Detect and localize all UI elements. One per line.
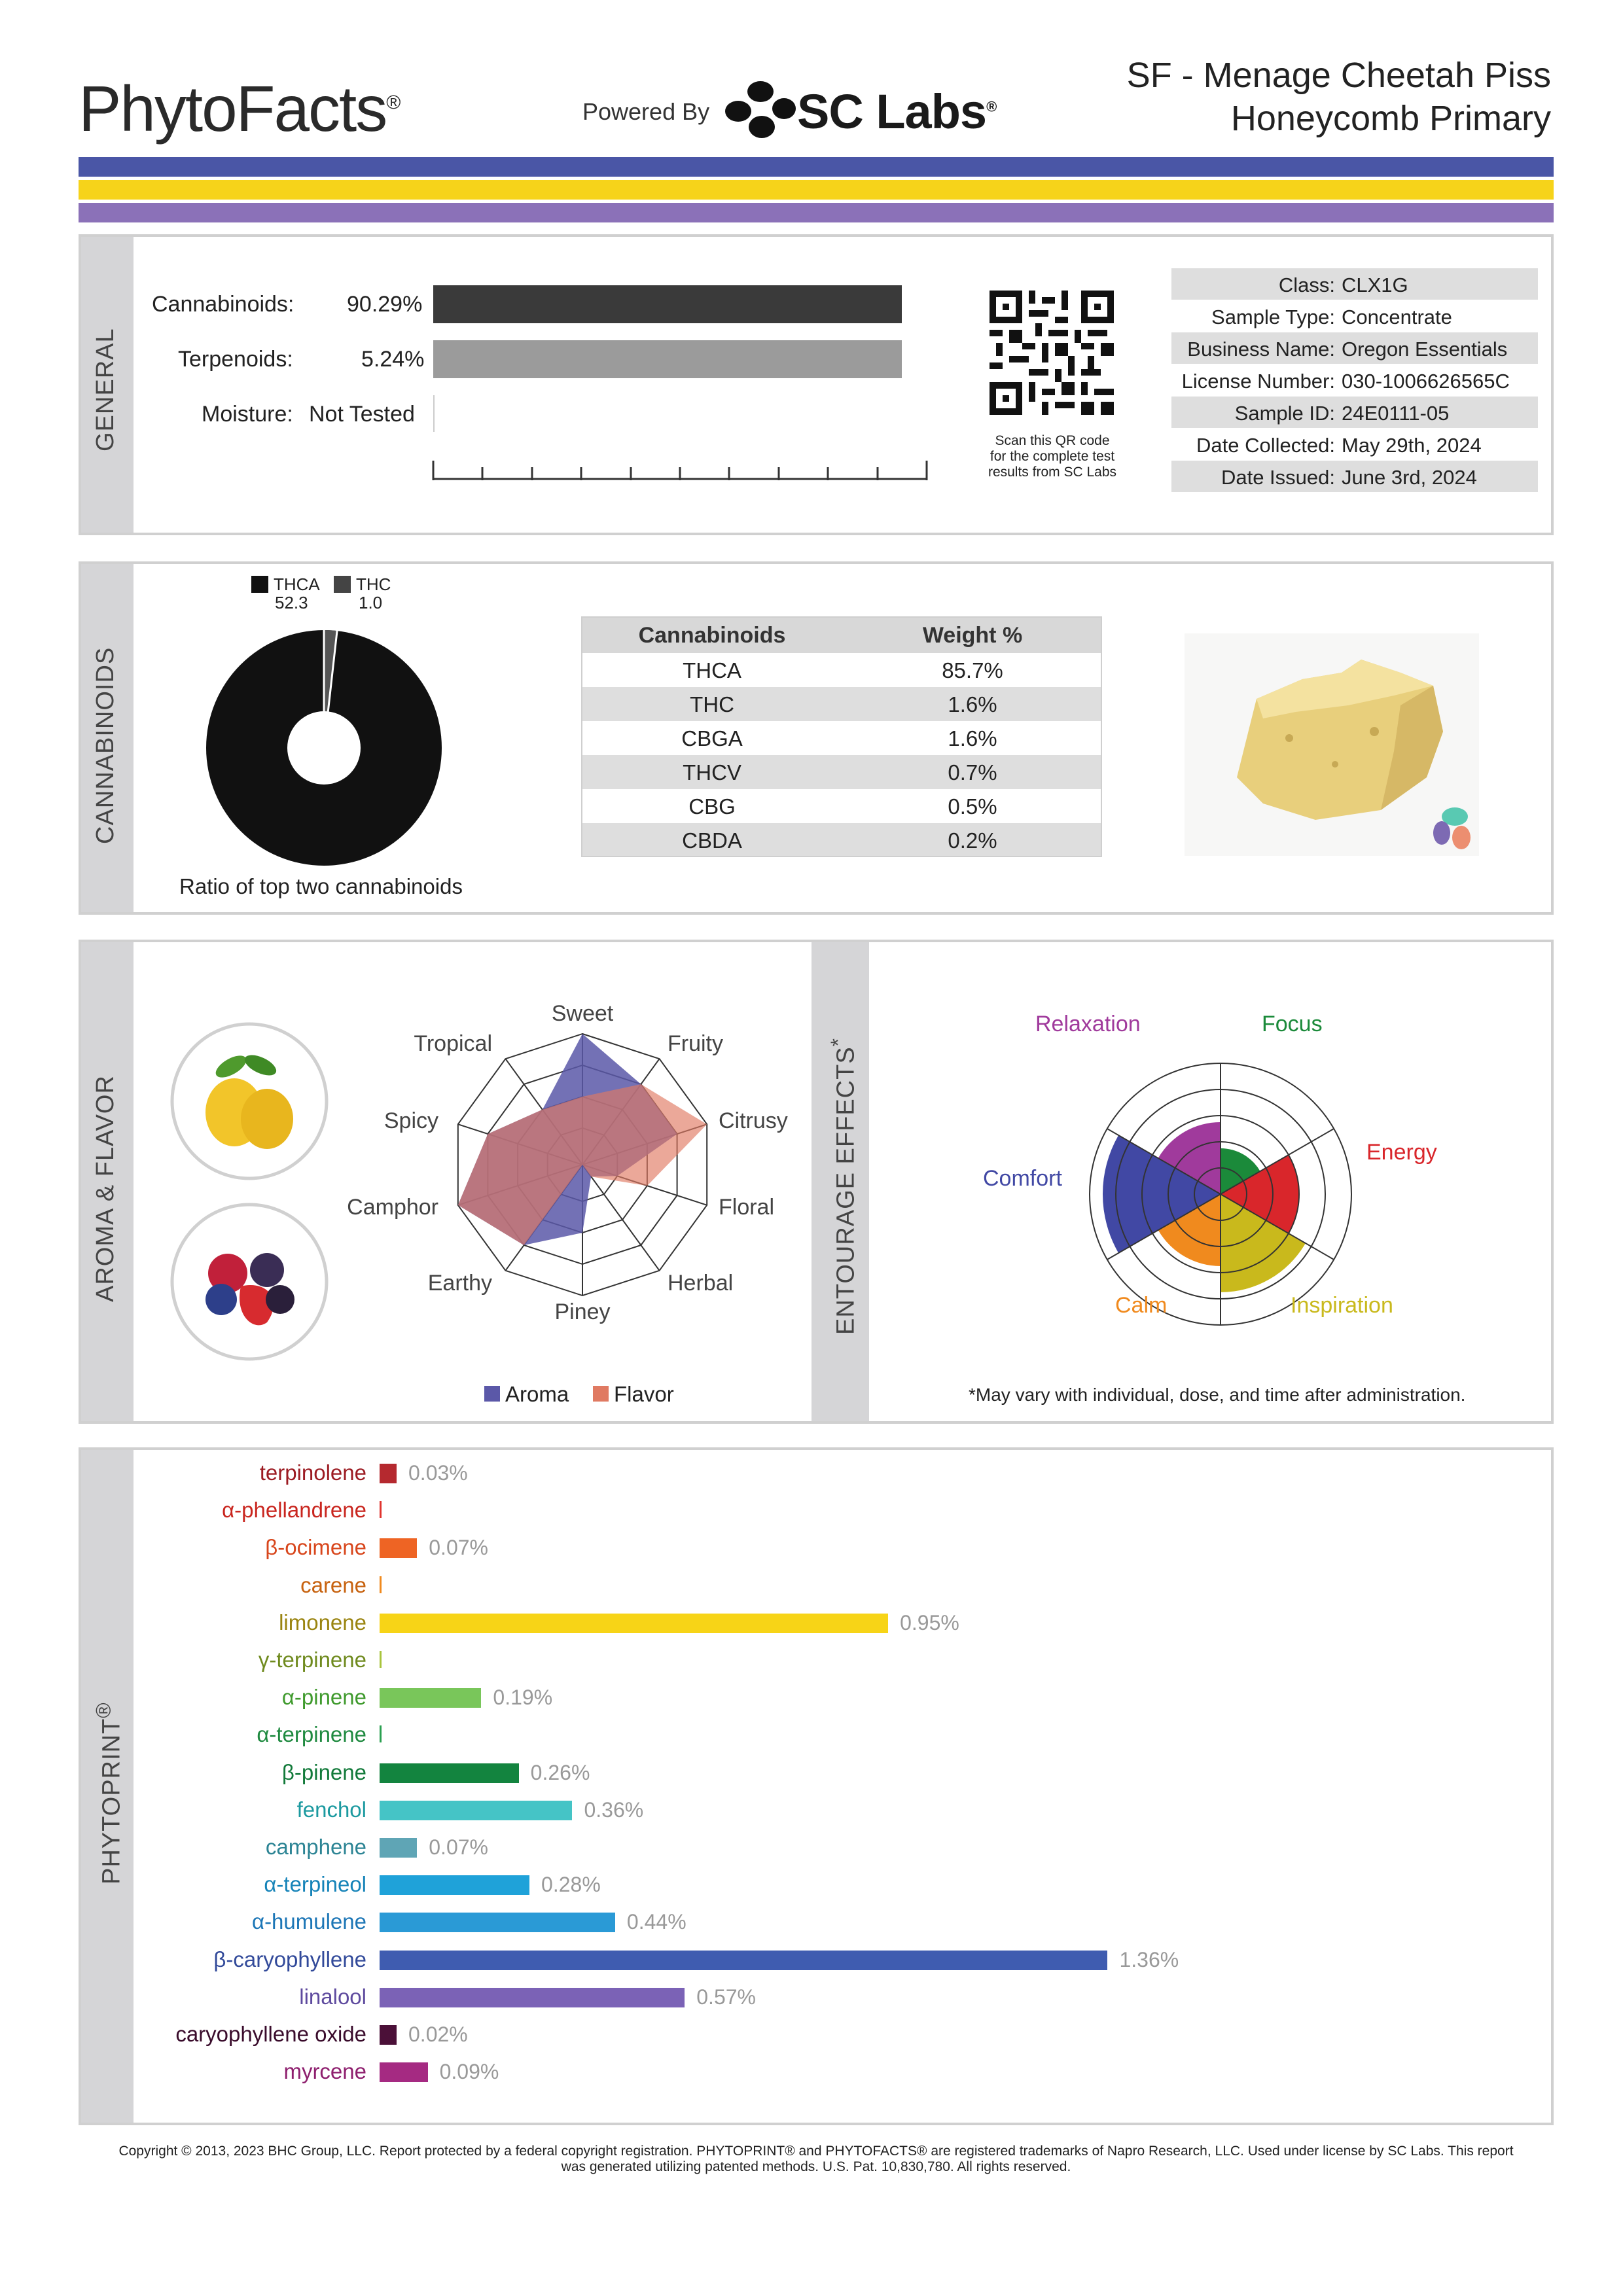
terpene-value-label: 0.19% (493, 1686, 553, 1710)
terpene-label: myrcene (283, 2059, 366, 2084)
terpene-bar (380, 1501, 382, 1518)
cannabinoids-bar (433, 285, 902, 323)
terpene-bar (380, 1725, 382, 1742)
detail-key: Sample Type: (1211, 306, 1335, 328)
detail-row-license-number (1171, 364, 1538, 396)
terpene-bar (380, 1688, 481, 1708)
berries-flavor-icon (169, 1201, 330, 1362)
terpene-bar (380, 1538, 417, 1558)
aroma-section-label: AROMA & FLAVOR (92, 1075, 119, 1302)
terpene-label: α-pinene (281, 1685, 366, 1710)
entourage-label-text: ENTOURAGE EFFECTS (832, 1046, 860, 1335)
entourage-disclaimer: *May vary with individual, dose, and time after administration. (969, 1385, 1466, 1405)
lab-name: SC Labs (797, 84, 987, 139)
lemon-aroma-icon (169, 1021, 330, 1182)
terpene-value-label: 0.09% (439, 2060, 499, 2084)
table-cell-weight: 0.2% (948, 828, 997, 853)
axis-label-fruity: Fruity (668, 1031, 723, 1056)
product-name: Menage Cheetah Piss (1203, 56, 1551, 95)
terpene-value-label: 0.44% (626, 1910, 687, 1934)
terpene-value-label: 0.02% (408, 2022, 468, 2046)
effect-label-relaxation: Relaxation (1035, 1012, 1141, 1036)
table-cell-weight: 0.5% (948, 794, 997, 819)
table-cell-weight: 1.6% (948, 726, 997, 751)
legend-value-thca: 52.3 (275, 593, 308, 612)
terpene-label: α-humulene (251, 1909, 366, 1934)
legend-label-thca: THCA (274, 574, 320, 594)
terpene-bar (380, 1576, 382, 1593)
table-cell-name: CBGA (681, 726, 743, 751)
terpene-value-label: 0.28% (541, 1873, 601, 1897)
table-cell-name: CBG (688, 794, 736, 819)
terpene-bar (380, 1464, 397, 1483)
terpene-label: β-pinene (281, 1759, 366, 1784)
table-cell-name: THCA (683, 658, 741, 682)
terpene-bar (380, 1651, 382, 1668)
detail-value: 24E0111-05 (1342, 402, 1450, 425)
legend-label-thc: THC (356, 574, 391, 594)
terpene-bar (380, 1913, 615, 1932)
cannabinoids-value: 90.29% (347, 292, 423, 317)
terpene-label: limonene (279, 1610, 366, 1634)
terpene-bar (380, 1614, 888, 1633)
product-title-line1 (1127, 55, 1551, 96)
qr-code-icon[interactable] (990, 291, 1114, 415)
effect-label-energy: Energy (1366, 1140, 1437, 1165)
scale-axis (432, 458, 929, 484)
table-cell-name: CBDA (682, 828, 742, 853)
legend-swatch-flavor (593, 1386, 609, 1402)
terpene-value-label: 0.03% (408, 1461, 468, 1485)
legend-swatch-thc (334, 576, 351, 593)
detail-value: May 29th, 2024 (1342, 434, 1482, 457)
axis-label-camphor: Camphor (347, 1195, 438, 1220)
entourage-asterisk: * (826, 1037, 849, 1047)
axis-label-piney: Piney (554, 1299, 611, 1324)
phytoprint-registered-mark: ® (92, 1702, 115, 1718)
terpene-bar (380, 1951, 1107, 1970)
aroma-flavor-radar-chart (347, 995, 788, 1348)
terpene-label: fenchol (296, 1797, 366, 1822)
qr-caption-line1: Scan this QR code (995, 433, 1110, 448)
qr-caption (962, 433, 1143, 480)
legend-swatch-thca (251, 576, 268, 593)
detail-key: Sample ID: (1234, 402, 1335, 425)
copyright-notice (79, 2144, 1554, 2175)
moisture-label: Moisture: (202, 402, 293, 427)
effect-label-inspiration: Inspiration (1291, 1293, 1393, 1318)
terpene-label: camphene (265, 1835, 366, 1859)
brand-registered-mark: ® (386, 92, 400, 114)
lab-logo-text (797, 84, 996, 139)
terpene-value-label: 0.07% (429, 1835, 488, 1859)
terpene-label: β-caryophyllene (213, 1947, 366, 1971)
sample-product-photo (1185, 633, 1479, 856)
powered-by-label: Powered By (582, 98, 710, 125)
terpenoids-value: 5.24% (361, 347, 425, 372)
detail-key: Date Issued: (1221, 466, 1335, 489)
detail-row-date-collected (1171, 429, 1538, 460)
qr-caption-line2: for the complete test (990, 449, 1115, 464)
detail-row-date-issued (1171, 461, 1538, 492)
detail-value: 030-1006626565C (1342, 370, 1510, 393)
stripe-yellow (79, 180, 1554, 200)
stripe-purple (79, 203, 1554, 222)
cannabinoids-label: Cannabinoids: (152, 292, 294, 317)
detail-row-sample-id (1171, 397, 1538, 428)
copyright-line1: Copyright © 2013, 2023 BHC Group, LLC. Report protected by a federal copyright registration. PHYTOPRINT® and PHYTOFACTS® are registered trademarks of Napro Research, LLC. Used under license by SC Labs. This report (118, 2144, 1514, 2159)
brand-logo (79, 72, 399, 146)
terpenoids-bar (433, 340, 902, 378)
column-header-weight: Weight % (922, 623, 1023, 648)
column-header-cannabinoids: Cannabinoids (638, 623, 786, 648)
moisture-bar (433, 395, 435, 432)
moisture-value: Not Tested (309, 402, 415, 427)
cannabinoid-table-border (581, 616, 1102, 857)
legend-label-aroma: Aroma (505, 1382, 569, 1406)
terpene-bar-chart (134, 1450, 1551, 2123)
terpene-value-label: 0.36% (584, 1797, 644, 1822)
legend-value-thc: 1.0 (359, 593, 383, 612)
terpene-value-label: 0.07% (429, 1536, 488, 1560)
axis-label-earthy: Earthy (427, 1271, 492, 1296)
detail-key: Business Name: (1187, 338, 1335, 361)
detail-value: Concentrate (1342, 306, 1452, 328)
terpene-bar (380, 1801, 572, 1820)
detail-value: Oregon Essentials (1342, 338, 1508, 361)
phytoprint-label-text: PHYTOPRINT (98, 1718, 126, 1884)
axis-label-herbal: Herbal (668, 1271, 734, 1296)
terpene-label: α-terpinene (257, 1722, 366, 1747)
product-title-prefix: SF - (1126, 56, 1204, 95)
terpene-value-label: 1.36% (1119, 1947, 1179, 1971)
axis-label-floral: Floral (719, 1195, 775, 1220)
terpene-bar (380, 1988, 685, 2007)
lab-registered-mark: ® (986, 98, 997, 115)
axis-label-tropical: Tropical (414, 1031, 492, 1056)
detail-key: Date Collected: (1196, 434, 1335, 457)
qr-caption-line3: results from SC Labs (988, 465, 1117, 480)
axis-label-citrusy: Citrusy (719, 1108, 788, 1133)
detail-key: License Number: (1181, 370, 1335, 393)
terpene-value-label: 0.95% (900, 1610, 959, 1634)
table-cell-weight: 85.7% (942, 658, 1003, 682)
effect-label-comfort: Comfort (983, 1166, 1062, 1191)
terpene-bar (380, 1838, 417, 1858)
axis-label-spicy: Spicy (383, 1108, 438, 1133)
effect-label-calm: Calm (1115, 1293, 1168, 1318)
table-cell-weight: 1.6% (948, 692, 997, 716)
sc-labs-logo-icon (720, 80, 798, 145)
terpene-label: carene (300, 1572, 366, 1597)
detail-row-sample-type (1171, 300, 1538, 332)
terpenoids-label: Terpenoids: (178, 347, 293, 372)
general-section-label: GENERAL (92, 328, 119, 451)
legend-label-flavor: Flavor (614, 1382, 674, 1406)
terpene-label: γ-terpinene (258, 1648, 366, 1672)
terpene-value-label: 0.26% (530, 1760, 590, 1784)
terpene-bar (380, 2062, 428, 2082)
table-cell-name: THCV (683, 760, 741, 785)
effect-label-focus: Focus (1262, 1012, 1323, 1036)
detail-row-business-name (1171, 332, 1538, 364)
terpene-label: caryophyllene oxide (175, 2022, 366, 2046)
terpene-bar (380, 1763, 519, 1783)
entourage-section-label (826, 1038, 861, 1335)
detail-key: Class: (1278, 274, 1335, 296)
product-title-line2: Honeycomb Primary (1230, 99, 1551, 138)
stripe-blue (79, 157, 1554, 177)
terpene-label: β-ocimene (265, 1535, 366, 1560)
brand-name: PhytoFacts (79, 73, 387, 145)
ratio-caption: Ratio of top two cannabinoids (179, 874, 463, 898)
copyright-line2: was generated utilizing patented methods. U.S. Pat. 10,830,780. All rights reserved. (561, 2159, 1071, 2174)
terpene-value-label: 0.57% (696, 1985, 756, 2009)
terpene-bar (380, 1875, 529, 1895)
axis-label-sweet: Sweet (551, 1001, 614, 1026)
cannabinoids-section-label: CANNABINOIDS (92, 646, 119, 844)
table-cell-name: THC (690, 692, 734, 716)
legend-swatch-aroma (484, 1386, 500, 1402)
table-cell-weight: 0.7% (948, 760, 997, 785)
terpene-label: α-terpineol (264, 1872, 366, 1897)
terpene-label: terpinolene (259, 1460, 366, 1485)
detail-value: CLX1G (1342, 274, 1408, 296)
terpene-label: linalool (299, 1984, 366, 2009)
terpene-bar (380, 2025, 397, 2045)
detail-row-class (1171, 268, 1538, 300)
terpene-label: α-phellandrene (222, 1498, 366, 1523)
phytoprint-section-label (92, 1702, 126, 1884)
cannabinoid-ratio-donut (203, 627, 445, 869)
detail-value: June 3rd, 2024 (1342, 466, 1477, 489)
